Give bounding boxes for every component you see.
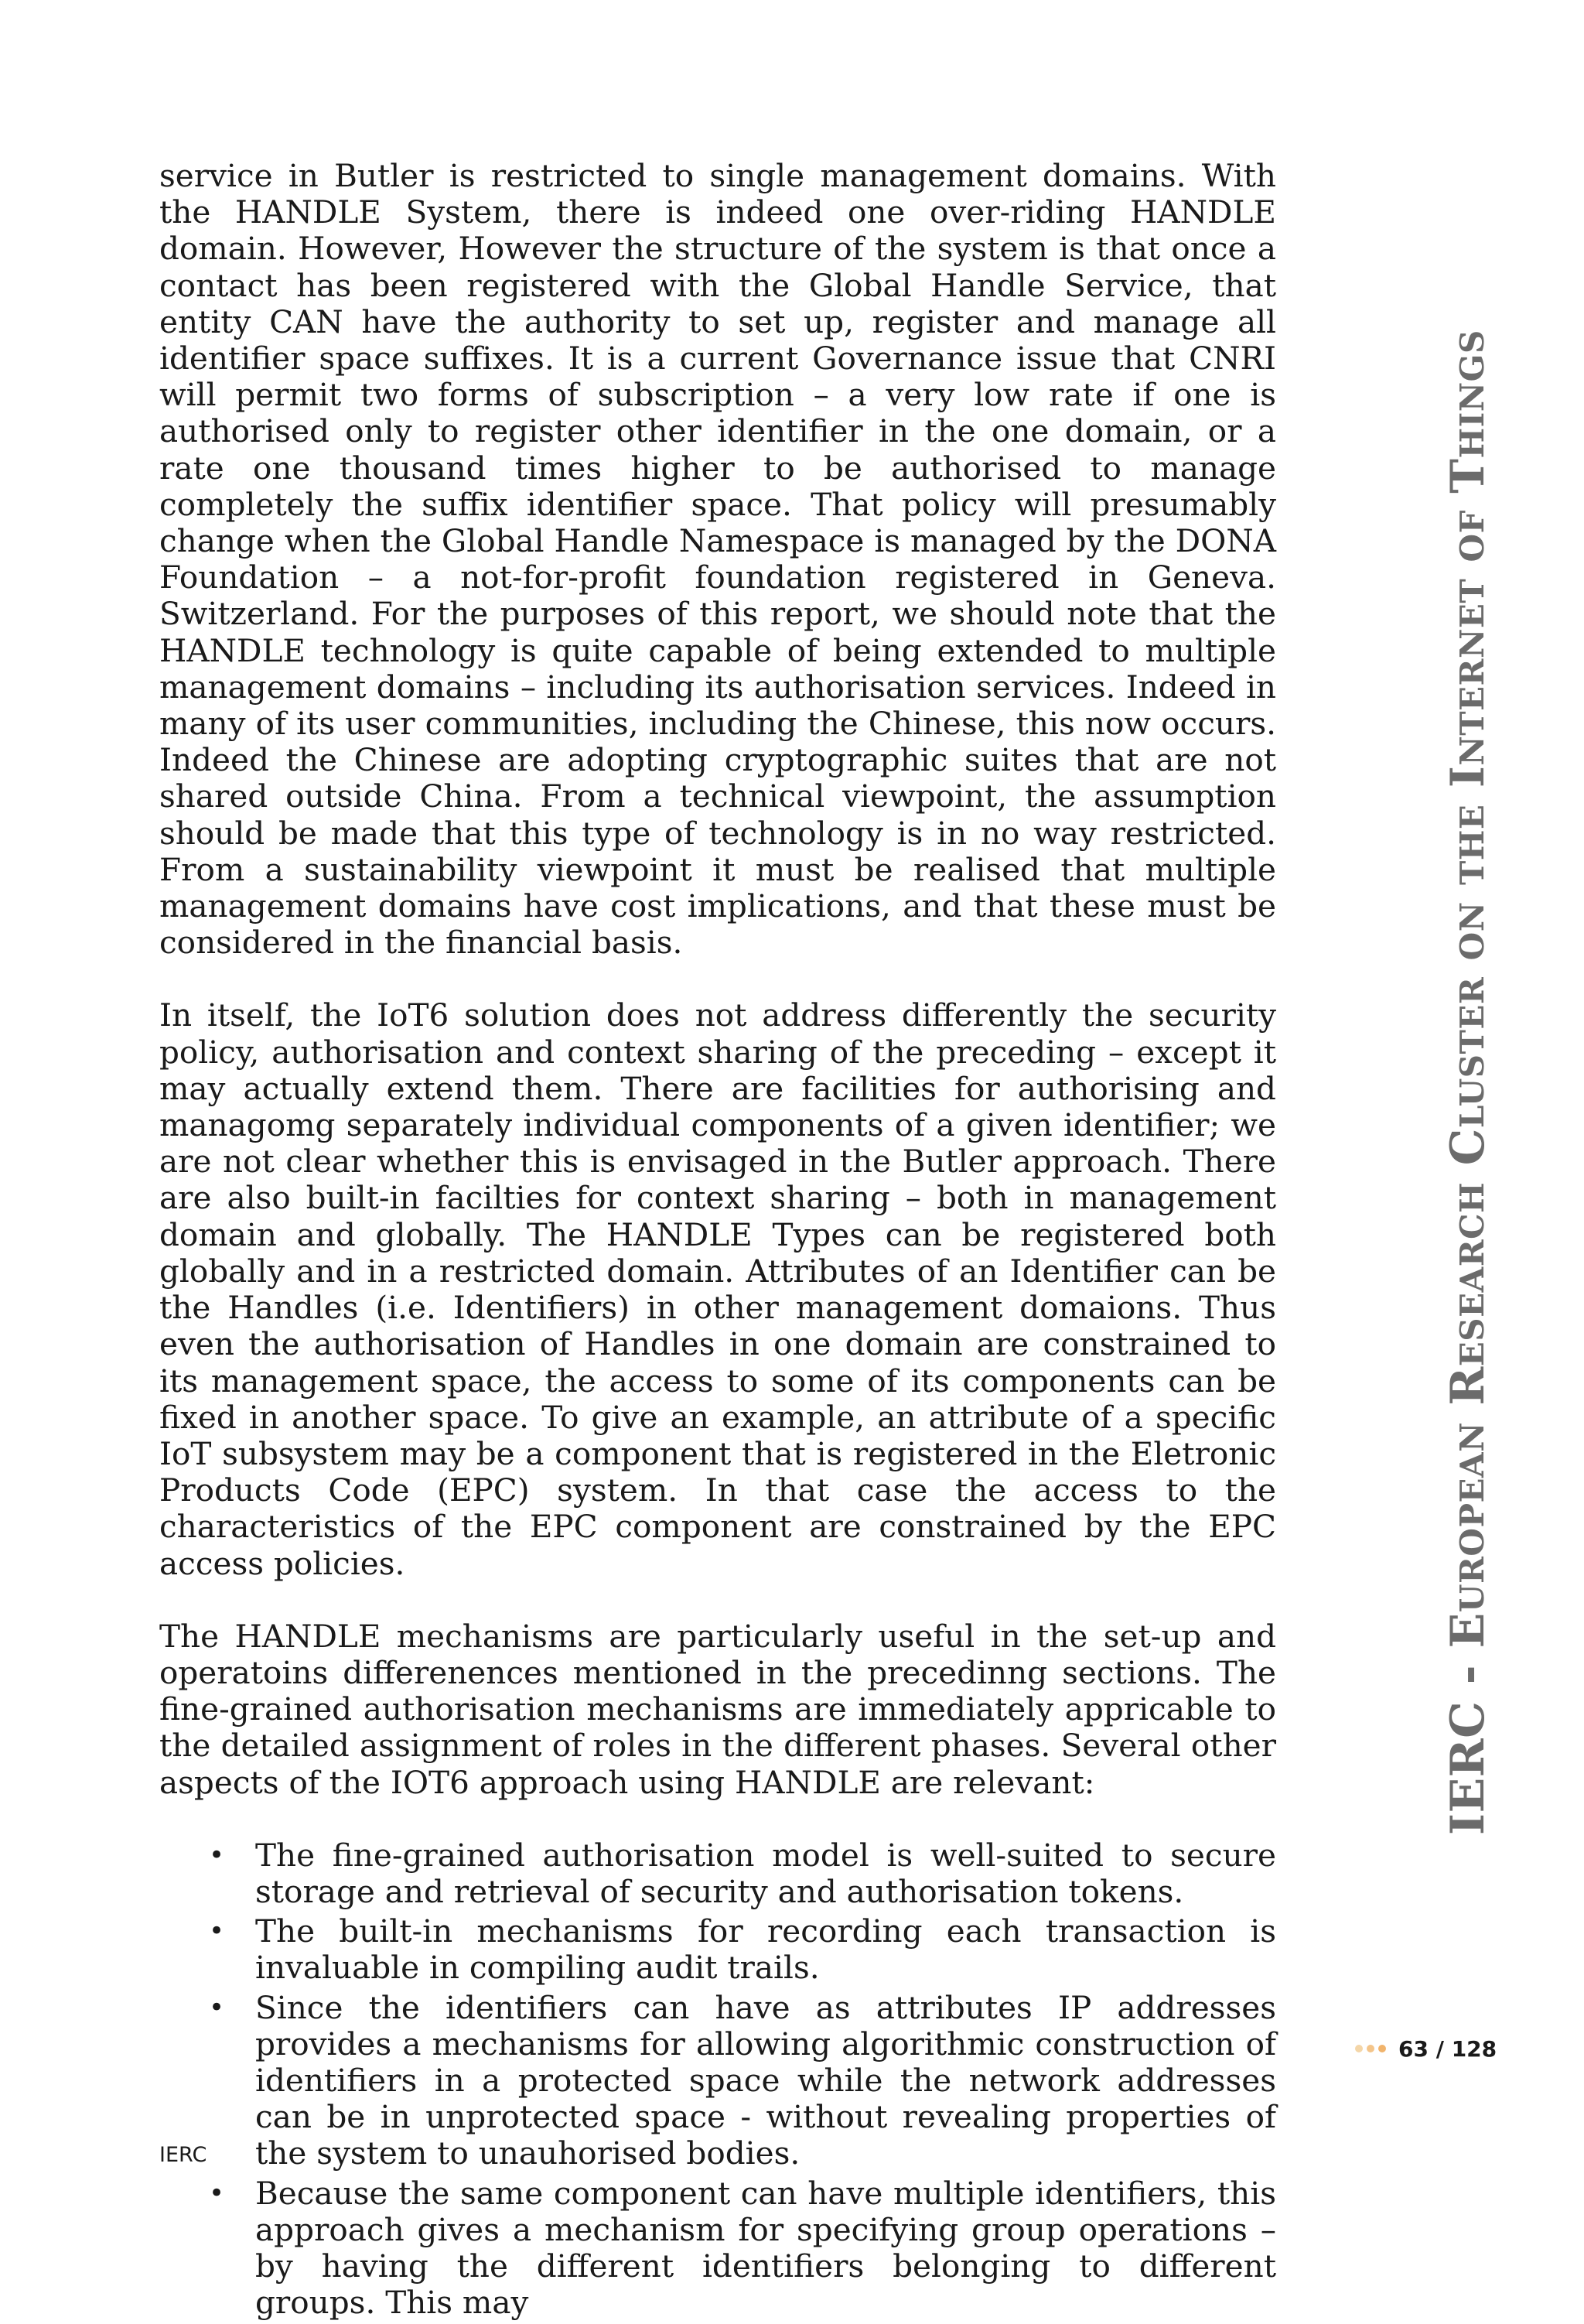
list-item xyxy=(159,1837,1276,1910)
page-dots-icon xyxy=(1355,2045,1386,2052)
paragraph-handle-mechanisms: The HANDLE mechanisms are particularly useful in the set-up and operatoins differenences mentioned in the precedinng sections. The fine-grained authorisation mechanisms are immediately appricable to the detailed assignment of roles in the different phases. Several other aspects of the IOT6 approach using HANDLE are relevant: xyxy=(159,1617,1276,1801)
list-item xyxy=(159,1990,1276,2172)
page-dot xyxy=(1355,2045,1363,2052)
paragraph-iot6-solution: In itself, the IoT6 solution does not address differently the security policy, authorisation and context sharing of the preceding – except it may actually extend them. There are facilities for authorising and managomg separately individual components of a given identifier; we are not clear whether this is envisaged in the Butler approach. There are also built-in facilties for context sharing – both in management domain and globally. The HANDLE Types can be registered both globally and in a restricted domain. Attributes of an Identifier can be the Handles (i.e. Identifiers) in other management domaions. Thus even the authorisation of Handles in one domain are constrained to its management space, the access to some of its components can be fixed in another space. To give an example, an attribute of a specific IoT subsystem may be a component that is registered in the Eletronic Products Code (EPC) system. In that case the access to the characteristics of the EPC component are constrained by the EPC access policies. xyxy=(159,996,1276,1582)
bullet-icon: • xyxy=(209,2177,225,2209)
document-body xyxy=(159,158,1276,2324)
paragraph-handle-system: service in Butler is restricted to single management domains. With the HANDLE System, there is indeed one over-riding HANDLE domain. However, However the structure of the system is that once a contact has been registered with the Global Handle Service, that entity CAN have the authority to set up, register and manage all identifier space suffixes. It is a current Governance issue that CNRI will permit two forms of subscription – a very low rate if one is authorised only to register other identifier in the one domain, or a rate one thousand times higher to be authorised to manage completely the suffix identifier space. That policy will presumably change when the Global Handle Namespace is managed by the DONA Foundation – a not-for-profit foundation registered in Geneva. Switzerland. For the purposes of this report, we should note that the HANDLE technology is quite capable of being extended to multiple management domains – including its authorisation services. Indeed in many of its user communities, including the Chinese, this now occurs. Indeed the Chinese are adopting cryptographic suites that are not shared outside China. From a technical viewpoint, the assumption should be made that this type of technology is in no way restricted. From a sustainability viewpoint it must be realised that multiple management domains have cost implications, and that these must be considered in the financial basis. xyxy=(159,157,1276,962)
page-number-block xyxy=(1355,2033,1497,2064)
page-dot xyxy=(1378,2045,1386,2052)
list-item-text: The fine-grained authorisation model is well-suited to secure storage and retrieval of security and authorisation tokens. xyxy=(255,1836,1276,1910)
list-item xyxy=(159,2175,1276,2322)
bullet-icon: • xyxy=(209,1839,225,1871)
page-dot xyxy=(1367,2045,1374,2052)
bullet-icon: • xyxy=(209,1991,225,2023)
side-running-title: IERC - European Research Cluster on the Internet of Things xyxy=(1441,330,1495,1835)
bullet-list xyxy=(159,1837,1276,2322)
list-item-text: Since the identifiers can have as attributes IP addresses provides a mechanisms for allowing algorithmic construction of identifiers in a protected space while the network addresses can be in unprotected space - without revealing properties of the system to unauhorised bodies. xyxy=(255,1988,1276,2172)
list-item-text: The built-in mechanisms for recording each transaction is invaluable in compiling audit trails. xyxy=(255,1912,1276,1987)
list-item xyxy=(159,1913,1276,1986)
footer-label: IERC xyxy=(159,2143,207,2167)
bullet-icon: • xyxy=(209,1916,225,1947)
list-item-text: Because the same component can have multiple identifiers, this approach gives a mechanism for specifying group operations – by having the different identifiers belonging to different groups. This may xyxy=(255,2174,1276,2322)
page-number: 63 / 128 xyxy=(1398,2035,1497,2062)
